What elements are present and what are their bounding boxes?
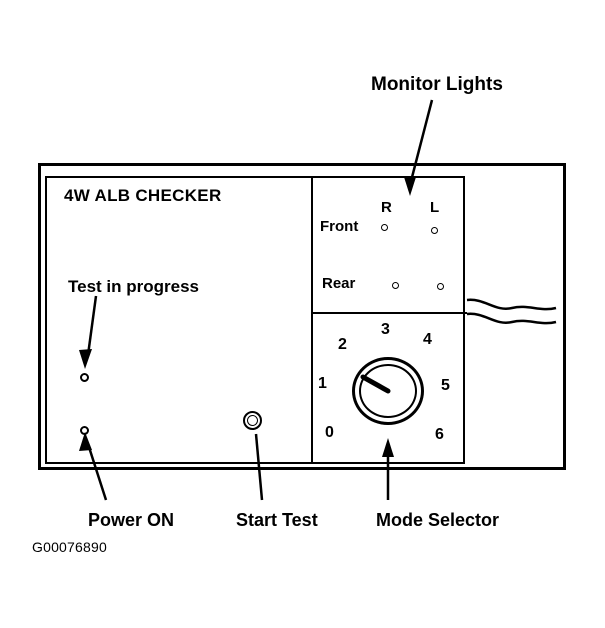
dial-number-6: 6 [435, 426, 444, 443]
dial-number-4: 4 [423, 331, 432, 348]
mode-selector-dial-face[interactable] [359, 364, 417, 418]
monitor-column-header-r: R [381, 199, 392, 216]
panel-divider-vertical [311, 176, 313, 464]
dial-number-0: 0 [325, 424, 334, 441]
monitor-row-label-rear: Rear [322, 275, 356, 292]
figure-code: G00076890 [32, 539, 107, 555]
start-test-button-face[interactable] [247, 415, 258, 426]
monitor-row-label-front: Front [320, 218, 359, 235]
dial-number-1: 1 [318, 375, 327, 392]
dial-number-5: 5 [441, 377, 450, 394]
dial-number-3: 3 [381, 321, 390, 338]
callout-power-on: Power ON [88, 510, 175, 530]
test-in-progress-lamp [80, 373, 89, 382]
callout-mode-selector: Mode Selector [376, 510, 500, 530]
monitor-led-rear-right [392, 282, 399, 289]
callout-test-in-progress: Test in progress [68, 277, 199, 296]
power-on-lamp [80, 426, 89, 435]
monitor-led-front-left [431, 227, 438, 234]
callout-start-test: Start Test [236, 510, 318, 530]
device-title: 4W ALB CHECKER [64, 186, 222, 205]
callout-monitor-lights: Monitor Lights [371, 74, 503, 95]
monitor-led-front-right [381, 224, 388, 231]
panel-divider-horizontal [311, 312, 467, 314]
monitor-column-header-l: L [430, 199, 440, 216]
monitor-led-rear-left [437, 283, 444, 290]
dial-number-2: 2 [338, 336, 347, 353]
